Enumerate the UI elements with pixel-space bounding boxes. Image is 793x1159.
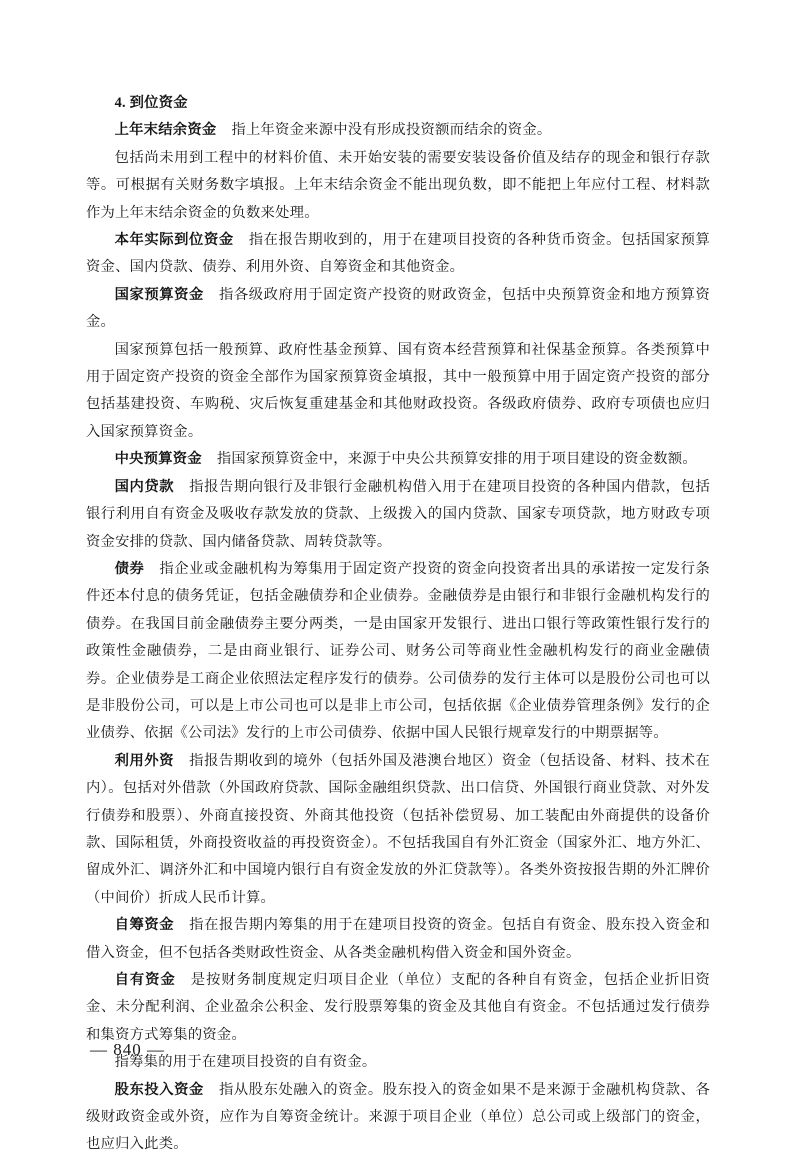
section-heading: 4. 到位资金 [114, 95, 188, 111]
paragraph-last-year-balance-note [86, 145, 710, 227]
paragraph-shareholder-funds [86, 1077, 710, 1159]
paragraph-text: 指各级政府用于固定资产投资的财政资金，包括中央预算资金和地方预算资金。 [86, 286, 711, 331]
paragraph-text: 指在报告期内筹集的用于在建项目投资的资金。包括自有资金、股东投入资金和借入资金，但不包括各类财政性资金、从各类金融机构借入资金和国外资金。 [86, 917, 711, 961]
paragraph-text: 指从股东处融入的资金。股东投入的资金如果不是来源于金融机构贷款、各级财政资金或外资，应作为自筹资金统计。来源于项目企业（单位）总公司或上级部门的资金，也应归入此类。 [86, 1081, 711, 1153]
paragraph-text: 包括尚未用到工程中的材料价值、未开始安装的需要安装设备价值及结存的现金和银行存款等。可根据有关财务数字填报。上年末结余资金不能出现负数，即不能把上年应付工程、材料款作为上年末结余资金的负数来处理。 [86, 149, 710, 221]
page-number: — 840 — [90, 1040, 165, 1059]
paragraph-central-budget-funds [86, 446, 710, 473]
paragraph-text: 指筹集的用于在建项目投资的自有资金。 [114, 1054, 377, 1071]
term-label: 国内贷款 [114, 478, 175, 495]
paragraph-text: 指在报告期收到的，用于在建项目投资的各种货币资金。包括国家预算资金、国内贷款、债券、利用外资、自筹资金和其他资金。 [86, 232, 711, 276]
paragraph-domestic-loans [86, 474, 710, 556]
paragraph-state-budget-funds [86, 282, 710, 337]
paragraph-text: 指上年资金来源中没有形成投资额而结余的资金。 [231, 122, 552, 139]
paragraph-text: 国家预算包括一般预算、政府性基金预算、国有资本经营预算和社保基金预算。各类预算中用于固定资产投资的资金全部作为国家预算资金填报，其中一般预算中用于固定资产投资的部分包括基建投资、车购税、灾后恢复重建基金和其他财政投资。各级政府债券、政府专项债也应归入国家预算资金。 [86, 341, 710, 440]
term-label: 自有资金 [114, 972, 176, 988]
paragraph-state-budget-note [86, 337, 710, 447]
term-label: 上年末结余资金 [114, 122, 217, 139]
term-label: 中央预算资金 [114, 451, 202, 468]
term-label: 自筹资金 [114, 917, 175, 934]
paragraph-text: 是按财务制度规定归项目企业（单位）支配的各种自有资金，包括企业折旧资金、未分配利润、企业盈余公积金、发行股票筹集的资金及其他自有资金。不包括通过发行债券和集资方式筹集的资金。 [86, 972, 711, 1043]
paragraph-foreign-investment [86, 748, 710, 912]
term-label: 本年实际到位资金 [114, 232, 234, 249]
term-label: 利用外资 [114, 752, 175, 769]
paragraph-own-funds [86, 967, 710, 1049]
term-label: 债券 [114, 560, 145, 577]
paragraph-text: 指国家预算资金中，来源于中央公共预算安排的用于项目建设的资金数额。 [216, 451, 697, 468]
paragraph-last-year-balance [86, 117, 710, 144]
term-label: 股东投入资金 [114, 1081, 204, 1098]
document-body [86, 90, 710, 1159]
paragraph-text: 指企业或金融机构为筹集用于固定资产投资的资金向投资者出具的承诺按一定发行条件还本付息的债务凭证，包括金融债券和企业债券。金融债券是由银行和非银行金融机构发行的债券。在我国目前金融债券主要分两类，一是由国家开发银行、进出口银行等政策性银行发行的政策性金融债券，二是由商业银行、证券公司、财务公司等商业性金融机构发行的商业金融债券。企业债券是工商企业依照法定程序发行的债券。公司债券的发行主体可以是股份公司也可以是非股份公司，可以是上市公司也可以是非上市公司，包括依据《企业债券管理条例》发行的企业债券、依据《公司法》发行的上市公司债券、依据中国人民银行规章发行的中期票据等。 [86, 560, 711, 742]
paragraph-text: 指报告期向银行及非银行金融机构借入用于在建项目投资的各种国内借款，包括银行利用自有资金及吸收存款发放的贷款、上级拨入的国内贷款、国家专项贷款，地方财政专项资金安排的贷款、国内储备贷款、周转贷款等。 [86, 478, 711, 550]
term-label: 国家预算资金 [114, 286, 204, 303]
paragraph-bonds [86, 556, 710, 748]
paragraph-text: 指报告期收到的境外（包括外国及港澳台地区）资金（包括设备、材料、技术在内）。包括对外借款（外国政府贷款、国际金融组织贷款、出口信贷、外国银行商业贷款、对外发行债券和股票）、外商直接投资、外商其他投资（包括补偿贸易、加工装配由外商提供的设备价款、国际租赁，外商投资收益的再投资资金）。不包括我国自有外汇资金（国家外汇、地方外汇、留成外汇、调济外汇和中国境内银行自有资金发放的外汇贷款等）。各类外资按报告期的外汇牌价（中间价）折成人民币计算。 [86, 752, 711, 906]
paragraph-self-raised-funds [86, 912, 710, 967]
paragraph-actual-funds-this-year [86, 227, 710, 282]
paragraph-own-funds-note [86, 1049, 710, 1076]
